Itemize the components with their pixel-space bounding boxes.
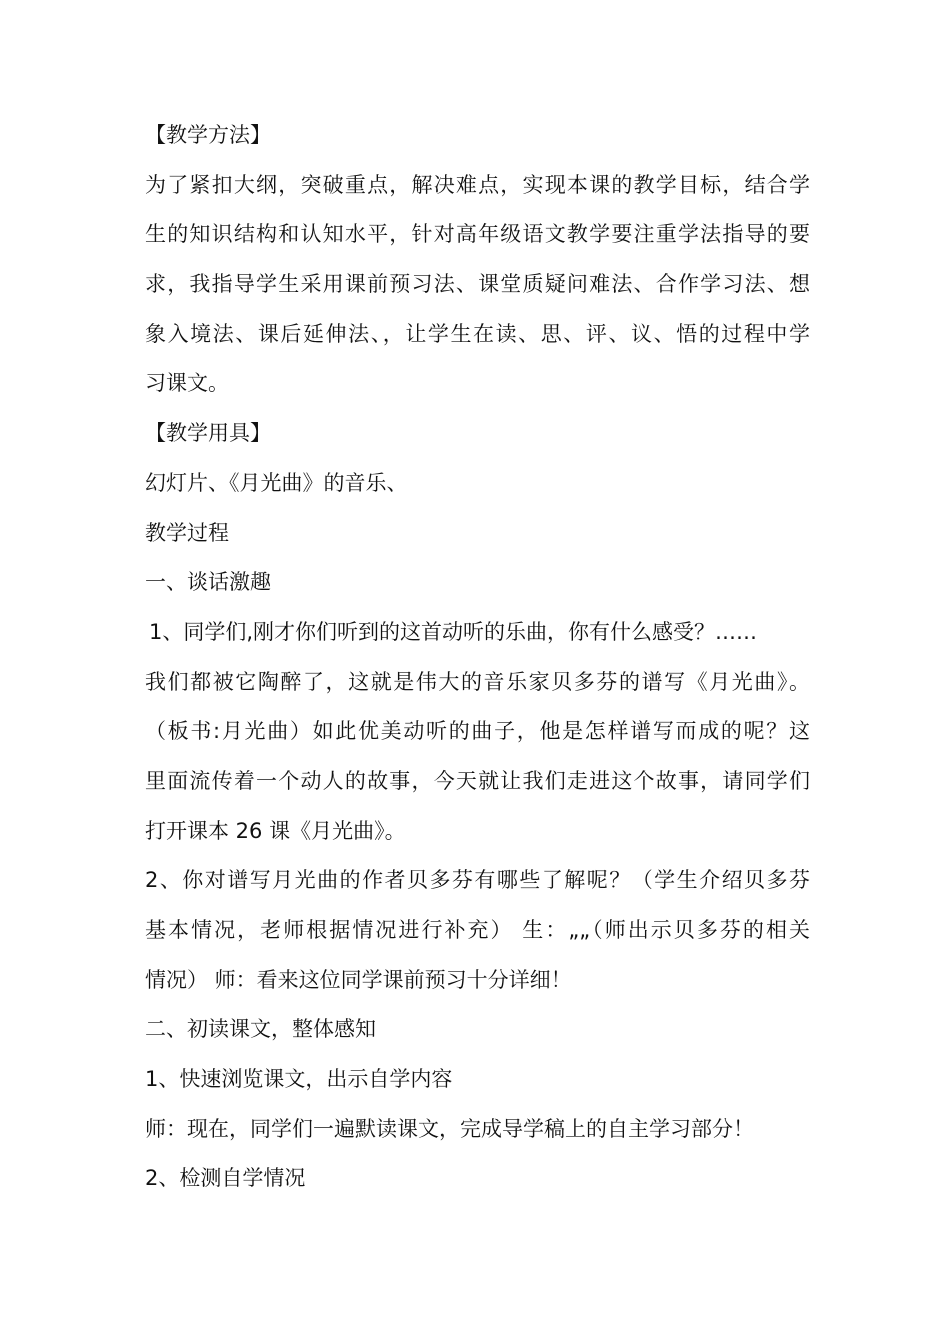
paragraph-line: 象入境法、课后延伸法、，让学生在读、思、评、议、悟的过程中学 <box>145 321 810 346</box>
step-heading: 一、谈话激趣 <box>145 570 271 595</box>
paragraph-line: 求，我指导学生采用课前预习法、课堂质疑问难法、合作学习法、想 <box>145 272 810 297</box>
paragraph-line: 里面流传着一个动人的故事，今天就让我们走进这个故事，请同学们 <box>145 768 810 793</box>
paragraph-line: 1、快速浏览课文，出示自学内容 <box>145 1067 453 1092</box>
paragraph-line: 我们都被它陶醉了，这就是伟大的音乐家贝多芬的谱写《月光曲》。 <box>145 669 810 694</box>
paragraph-line: 为了紧扣大纲，突破重点，解决难点，实现本课的教学目标，结合学 <box>145 172 810 197</box>
section-heading-teaching-process: 教学过程 <box>145 520 229 545</box>
paragraph-line: 2、检测自学情况 <box>145 1166 306 1191</box>
paragraph-line: 幻灯片、《月光曲》的音乐、 <box>145 470 408 495</box>
paragraph-line: （板书:月光曲）如此优美动听的曲子，他是怎样谱写而成的呢？这 <box>145 719 810 744</box>
section-heading-teaching-methods: 【教学方法】 <box>145 123 271 147</box>
paragraph-line: 基本情况，老师根据情况进行补充） 生：„„（师出示贝多芬的相关 <box>145 918 810 942</box>
paragraph-line: 习课文。 <box>145 371 229 396</box>
step-heading: 二、初读课文，整体感知 <box>145 1017 376 1042</box>
paragraph-line: 师：现在，同学们一遍默读课文，完成导学稿上的自主学习部分！ <box>145 1116 754 1141</box>
paragraph-line: 生的知识结构和认知水平，针对高年级语文教学要注重学法指导的要 <box>145 222 810 247</box>
paragraph-line: 情况） 师：看来这位同学课前预习十分详细！ <box>145 967 572 992</box>
paragraph-line: 2、你对谱写月光曲的作者贝多芬有哪些了解呢？（学生介绍贝多芬 <box>145 868 810 893</box>
section-heading-teaching-tools: 【教学用具】 <box>145 421 271 446</box>
paragraph-line: 1、同学们,刚才你们听到的这首动听的乐曲，你有什么感受？…… <box>149 619 758 644</box>
document-body <box>145 111 810 1204</box>
paragraph-line: 打开课本 26 课《月光曲》。 <box>145 818 406 843</box>
